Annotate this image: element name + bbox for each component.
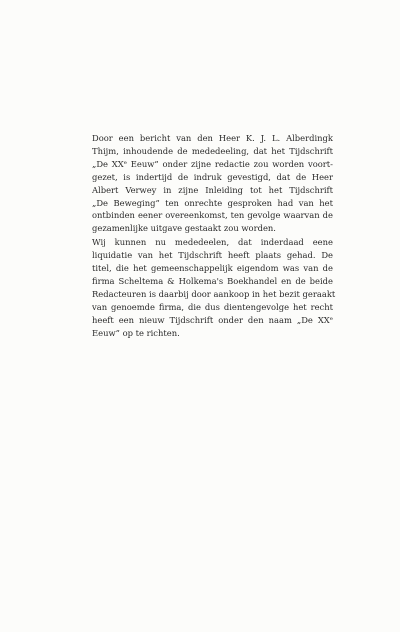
paragraph-1	[81, 132, 333, 235]
text-line: gezamenlijke uitgave gestaakt zou worden.	[92, 223, 276, 234]
text-line: „De XXᵉ Eeuw” onder zijne redactie zou worden voort-	[92, 158, 333, 169]
text-line: Door een bericht van den Heer K. J. L. Alberdingk	[92, 133, 333, 143]
body-text	[81, 132, 336, 340]
text-line: titel, die het gemeenschappelijk eigendom was van de	[92, 263, 333, 274]
text-line: liquidatie van het Tijdschrift heeft plaats gehad. De	[92, 250, 333, 261]
text-line: van genoemde firma, die dus dientengevolge het recht	[92, 301, 333, 312]
text-line: Albert Verwey in zijne Inleiding tot het Tijdschrift	[92, 184, 333, 195]
text-line: Redacteuren is daarbij door aankoop in het bezit geraakt	[92, 288, 336, 299]
text-line: Wij kunnen nu mededeelen, dat inderdaad eene	[92, 237, 333, 248]
text-line: ontbinden eener overeenkomst, ten gevolge waarvan de	[92, 210, 333, 221]
text-line: gezet, is indertijd de indruk gevestigd, dat de Heer	[92, 171, 333, 182]
text-line: Eeuw” op te richten.	[92, 327, 180, 338]
text-line: heeft een nieuw Tijdschrift onder den naam „De XXᵉ	[92, 314, 333, 325]
text-line: Thijm, inhoudende de mededeeling, dat het Tijdschrift	[92, 145, 333, 156]
text-line: firma Scheltema & Holkema's Boekhandel en de beide	[92, 275, 333, 286]
text-line: „De Beweging” ten onrechte gesproken had van het	[92, 197, 333, 208]
paragraph-2	[81, 236, 336, 339]
